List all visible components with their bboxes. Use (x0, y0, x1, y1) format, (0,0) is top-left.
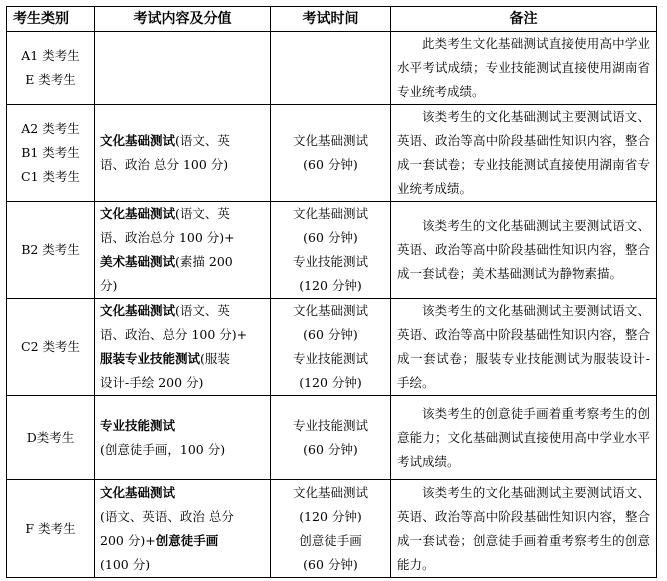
note-text: 该类考生的文化基础测试主要测试语文、英语、政治等高中阶段基础性知识内容，整合成一套试卷；专业技能测试直接使用湖南省专业统考成绩。 (397, 109, 650, 196)
content-cell (95, 202, 271, 299)
time-cell (271, 32, 391, 105)
note-cell (391, 105, 657, 202)
table-row (7, 202, 657, 299)
content-bold: 文化基础测试 (100, 133, 176, 148)
category-cell (7, 299, 95, 396)
content-text: 语、政治、总分 100 分)+ (100, 327, 248, 342)
content-text: (语文、英 (175, 133, 230, 148)
content-text: 设计-手绘 200 分) (100, 375, 204, 390)
time-text: (120 分钟) (299, 508, 362, 524)
content-cell (95, 32, 271, 105)
category-cell (7, 32, 95, 105)
table-row (7, 299, 657, 396)
time-text: 文化基础测试 (292, 484, 368, 500)
note-text: 该类考生的文化基础测试主要测试语文、英语、政治等高中阶段基础性知识内容，整合成一套试卷；创意徒手画着重考察考生的创意能力。 (397, 484, 650, 572)
time-text: 文化基础测试 (292, 133, 368, 148)
header-category: 考生类别 (7, 7, 95, 32)
note-cell (391, 202, 657, 299)
category-label: A2 类考生 (21, 121, 80, 136)
note-cell (391, 480, 657, 578)
note-text: 该类考生的文化基础测试主要测试语文、英语、政治等高中阶段基础性知识内容，整合成一套试卷；服装专业技能测试为服装设计-手绘。 (397, 303, 650, 390)
content-bold: 专业技能测试 (100, 417, 176, 433)
header-row (7, 7, 657, 32)
content-text: (100 分) (100, 556, 151, 572)
time-cell (271, 396, 391, 480)
time-text: 文化基础测试 (292, 303, 368, 318)
category-label: B1 类考生 (21, 145, 80, 160)
note-text: 该类考生的文化基础测试主要测试语文、英语、政治等高中阶段基础性知识内容，整合成一套试卷；美术基础测试为静物素描。 (397, 218, 650, 281)
content-cell (95, 480, 271, 578)
content-text: (创意徒手画，100 分) (100, 441, 226, 457)
header-content: 考试内容及分值 (95, 7, 271, 32)
time-cell (271, 480, 391, 578)
exam-table (6, 6, 657, 578)
category-label: E 类考生 (25, 72, 76, 87)
content-bold: 创意徒手画 (155, 532, 219, 548)
time-cell (271, 299, 391, 396)
note-cell (391, 299, 657, 396)
header-time: 考试时间 (271, 7, 391, 32)
content-text: (服装 (200, 351, 230, 366)
table-row (7, 105, 657, 202)
content-cell (95, 396, 271, 480)
content-text: 语、政治总分 100 分)+ (100, 230, 235, 245)
category-label: C2 类考生 (21, 339, 80, 354)
note-cell (391, 32, 657, 105)
content-bold: 文化基础测试 (100, 206, 176, 221)
note-cell (391, 396, 657, 480)
note-text: 该类考生的创意徒手画着重考察考生的创意能力；文化基础测试直接使用高中学业水平考试成绩。 (397, 405, 650, 469)
content-text: (语文、英 (175, 303, 230, 318)
time-text: (60 分钟) (303, 157, 358, 172)
category-label: F 类考生 (25, 520, 76, 536)
content-bold: 服装专业技能测试 (100, 351, 201, 366)
content-text: 语、政治 总分 100 分) (100, 157, 229, 172)
category-cell (7, 202, 95, 299)
category-cell (7, 396, 95, 480)
content-bold: 文化基础测试 (100, 484, 176, 500)
time-text: 专业技能测试 (292, 351, 368, 366)
category-cell (7, 105, 95, 202)
content-bold: 美术基础测试 (100, 254, 176, 269)
table-row (7, 396, 657, 480)
content-text: (语文、英语、政治 总分 (100, 508, 234, 524)
time-cell (271, 202, 391, 299)
content-text: (语文、英 (175, 206, 230, 221)
time-text: (120 分钟) (299, 278, 362, 293)
content-cell (95, 299, 271, 396)
category-label: C1 类考生 (21, 169, 80, 184)
time-text: (60 分钟) (303, 556, 358, 572)
table-row (7, 480, 657, 578)
table-row (7, 32, 657, 105)
time-text: (60 分钟) (303, 230, 358, 245)
header-note: 备注 (391, 7, 657, 32)
content-text: 200 分)+ (100, 532, 156, 548)
category-label: B2 类考生 (21, 242, 80, 257)
content-text: (素描 200 (175, 254, 233, 269)
time-text: 创意徒手画 (299, 532, 362, 548)
time-text: (120 分钟) (299, 375, 362, 390)
time-cell (271, 105, 391, 202)
content-text: 分) (100, 278, 118, 293)
content-bold: 文化基础测试 (100, 303, 176, 318)
time-text: (60 分钟) (303, 441, 358, 457)
time-text: 专业技能测试 (292, 254, 368, 269)
time-text: (60 分钟) (303, 327, 358, 342)
time-text: 专业技能测试 (292, 417, 368, 433)
note-text: 此类考生文化基础测试直接使用高中学业水平考试成绩；专业技能测试直接使用湖南省专业统考成绩。 (397, 36, 650, 99)
content-cell (95, 105, 271, 202)
category-cell (7, 480, 95, 578)
category-label: A1 类考生 (21, 48, 80, 63)
time-text: 文化基础测试 (292, 206, 368, 221)
category-label: D类考生 (26, 429, 75, 445)
